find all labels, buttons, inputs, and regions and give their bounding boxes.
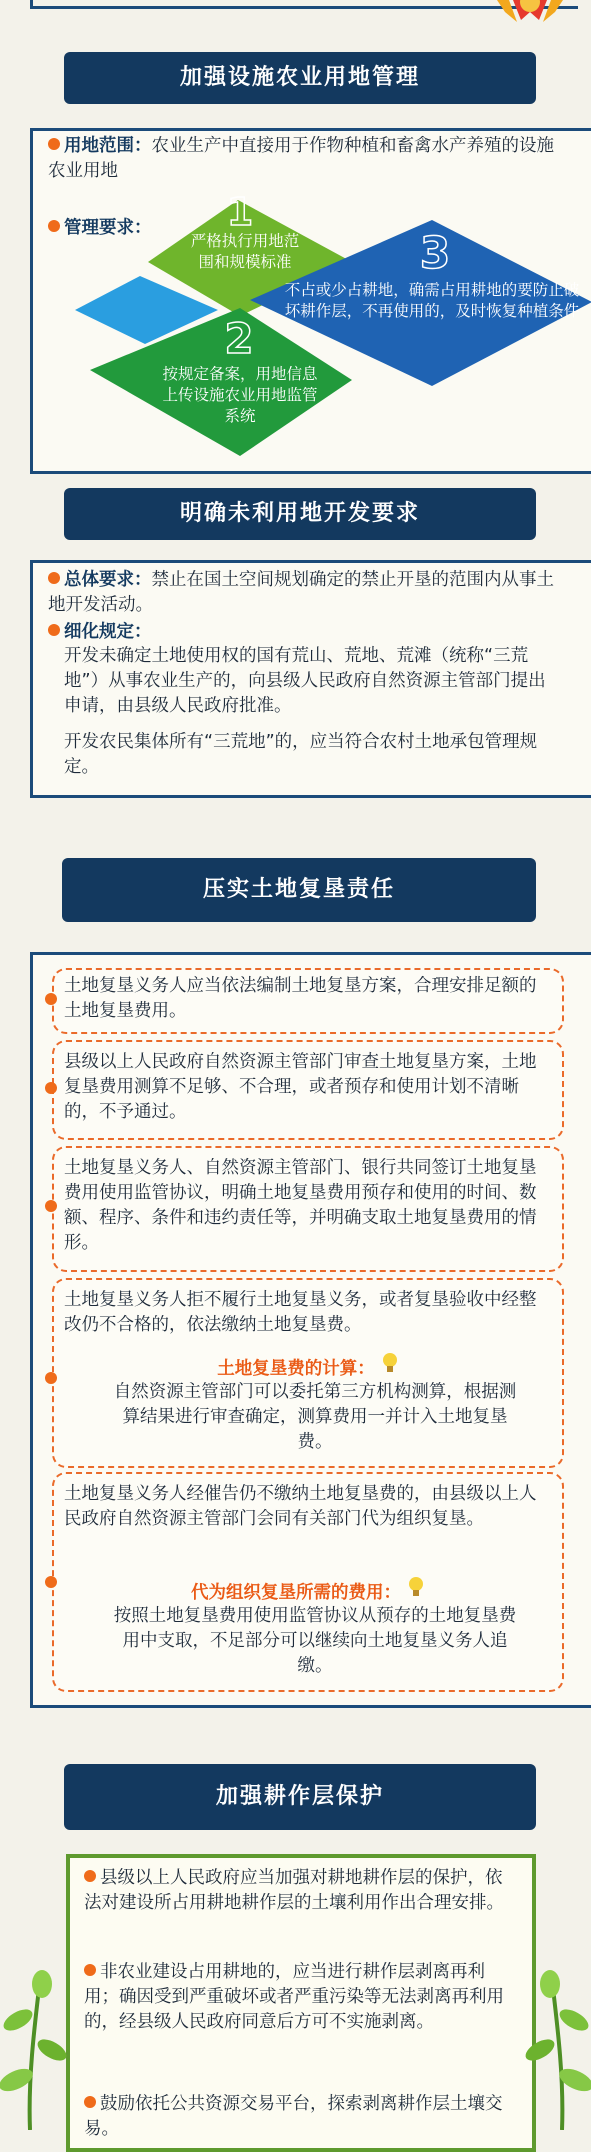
section2-detail [48,620,554,645]
scope-label: 用地范围： [64,136,152,156]
section3-title: 压实土地复垦责任 [62,858,536,922]
bullet-dot [48,220,60,232]
section1-scope [48,134,568,184]
section2-overall [48,568,554,618]
protect-text-2: 非农业建设占用耕地的，应当进行耕作层剥离再利用；确因受到严重破坏或者严重污染等无法剥离再利用的，经县级人民政府同意后方可不实施剥离。 [84,1962,504,2032]
section2-title: 明确未利用地开发要求 [64,488,536,540]
overall-label: 总体要求： [64,570,152,590]
protect-text-3: 鼓励依托公共资源交易平台，探索剥离耕作层土壤交易。 [84,2094,503,2139]
section4-title: 加强耕作层保护 [64,1764,536,1830]
duty-text-5: 土地复垦义务人经催告仍不缴纳土地复垦费的，由县级以上人民政府自然资源主管部门会同有关部门代为组织复垦。 [64,1484,537,1529]
detail-paragraph-2: 开发农民集体所有“三荒地”的，应当符合农村土地承包管理规定。 [64,732,538,777]
protect-item-2 [84,1960,504,2035]
req2-text: 按规定备案，用地信息上传设施农业用地监管系统 [162,365,318,425]
protect-item-3 [84,2092,504,2142]
bullet-dot [45,1576,57,1588]
bullet-dot [84,1870,96,1882]
detail-label: 细化规定： [64,622,152,642]
bullet-dot [45,993,57,1005]
proxy-cost-title [64,1576,552,1606]
leaf-decoration-icon [522,1960,591,2130]
lightbulb-icon [381,1352,399,1374]
section1-title: 加强设施农业用地管理 [64,52,536,104]
protect-item-1 [84,1866,504,1916]
proxy-cost-title-text: 代为组织复垦所需的费用： [190,1583,401,1603]
bullet-dot [84,1964,96,1976]
duty-text-3: 土地复垦义务人、自然资源主管部门、银行共同签订土地复垦费用使用监管协议，明确土地复垦费用预存和使用的时间、数额、程序、条件和违约责任等，并明确支取土地复垦费用的情形。 [64,1158,537,1253]
req-label: 管理要求： [64,218,152,238]
protect-text-1: 县级以上人民政府应当加强对耕地耕作层的保护，依法对建设所占用耕地耕作层的土壤利用作出合理安排。 [84,1868,504,1913]
bullet-dot [48,572,60,584]
req1-number: 1 [226,190,254,234]
bullet-dot [48,624,60,636]
detail-paragraph-1: 开发未确定土地使用权的国有荒山、荒地、荒滩（统称“三荒地”）从事农业生产的，向县级人民政府自然资源主管部门提出申请，由县级人民政府批准。 [64,646,546,716]
overall-text: 禁止在国土空间规划确定的禁止开垦的范围内从事土地开发活动。 [48,570,554,615]
bullet-dot [48,138,60,150]
fee-calc-title [64,1352,552,1382]
fee-calc-title-text: 土地复垦费的计算： [217,1359,375,1379]
req3-number: 3 [419,228,451,279]
proxy-cost-text: 按照土地复垦费用使用监管协议从预存的土地复垦费用中支取，不足部分可以继续向土地复垦义务人追缴。 [113,1606,517,1676]
leaf-decoration-icon [0,1960,70,2130]
duty-text-4: 土地复垦义务人拒不履行土地复垦义务，或者复垦验收中经整改仍不合格的，依法缴纳土地复垦费。 [64,1290,537,1335]
duty-text-2: 县级以上人民政府自然资源主管部门审查土地复垦方案，土地复垦费用测算不足够、不合理，或者预存和使用计划不清晰的，不予通过。 [64,1052,537,1122]
req2-number: 2 [224,314,254,363]
lightbulb-icon [407,1576,425,1598]
medal-icon [495,0,565,24]
req3-text: 不占或少占耕地，确需占用耕地的要防止破坏耕作层，不再使用的，及时恢复种植条件 [284,281,580,320]
requirement-diamonds [60,190,591,460]
req1-text: 严格执行用地范围和规模标准 [190,232,300,271]
duty-text-1: 土地复垦义务人应当依法编制土地复垦方案，合理安排足额的土地复垦费用。 [64,976,537,1021]
bullet-dot [45,1082,57,1094]
scope-text: 农业生产中直接用于作物种植和畜禽水产养殖的设施农业用地 [48,136,554,181]
bullet-dot [45,1200,57,1212]
bullet-dot [45,1372,57,1384]
fee-calc-text: 自然资源主管部门可以委托第三方机构测算，根据测算结果进行审查确定，测算费用一并计入土地复垦费。 [113,1382,517,1452]
bullet-dot [84,2096,96,2108]
